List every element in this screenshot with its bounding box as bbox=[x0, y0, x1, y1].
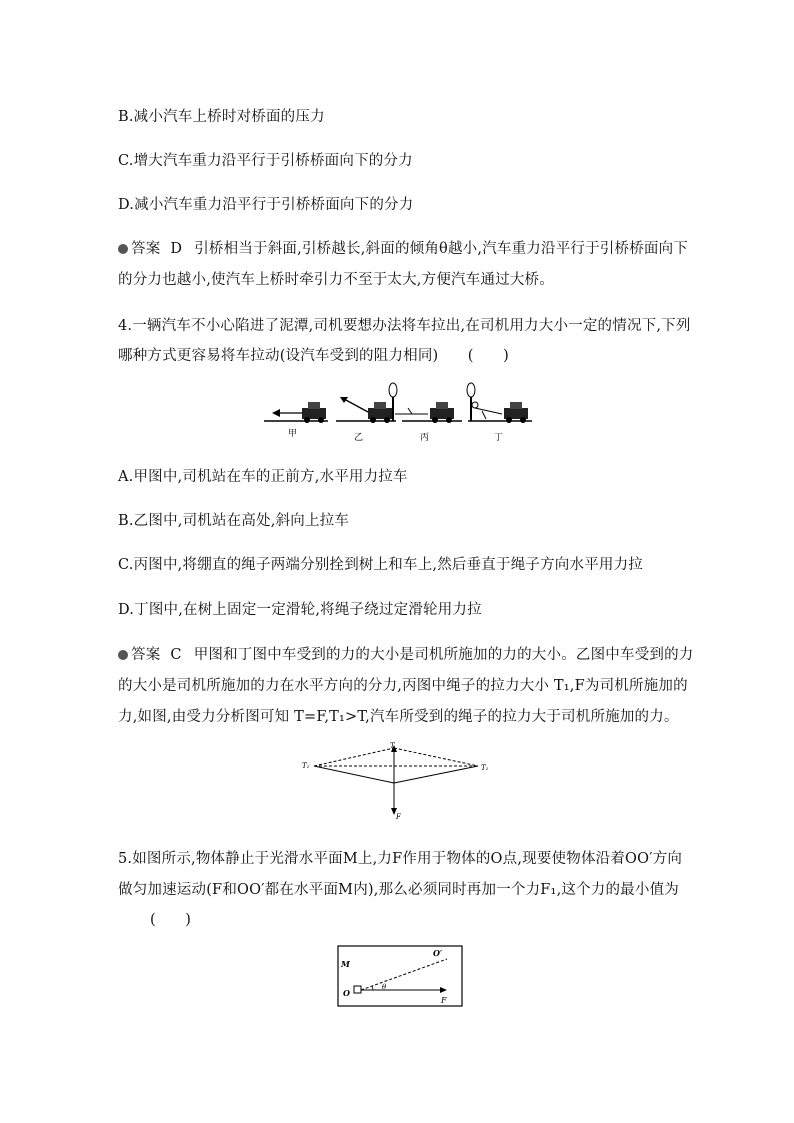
question4-line2: 哪种方式更容易将车拉动(设汽车受到的阻力相同) ( ) bbox=[118, 348, 509, 364]
option-d-q3: D.减小汽车重力沿平行于引桥桥面向下的分力 bbox=[118, 197, 414, 213]
answer-q3-line2: 的分力也越小,使汽车上桥时牵引力不至于太大,方便汽车通过大桥。 bbox=[118, 272, 554, 288]
label-t1-left: T₁ bbox=[302, 762, 310, 770]
label-ding: 丁 bbox=[494, 433, 504, 443]
car-jia bbox=[302, 402, 326, 423]
label-o: O bbox=[343, 988, 350, 998]
label-bing: 丙 bbox=[420, 433, 430, 443]
question4-line1: 4.一辆汽车不小心陷进了泥潭,司机要想办法将车拉出,在司机用力大小一定的情况下,下列 bbox=[118, 318, 691, 334]
arrow-yi bbox=[344, 399, 368, 412]
answer-marker-icon bbox=[118, 244, 128, 254]
option-c-q4: C.丙图中,将绷直的绳子两端分别拴到树上和车上,然后垂直于绳子方向水平用力拉 bbox=[118, 557, 644, 573]
question5-line2: 做匀加速运动(F和OO′都在水平面M内),那么必须同时再加一个力F₁,这个力的最小值为 bbox=[118, 882, 679, 898]
label-yi: 乙 bbox=[354, 433, 364, 443]
rope-ding bbox=[475, 408, 502, 414]
towing-figure bbox=[262, 378, 534, 444]
label-t1-right: T₁ bbox=[481, 764, 489, 772]
option-b-q3: B.减小汽车上桥时对桥面的压力 bbox=[118, 109, 325, 125]
answer-q4-line1 bbox=[118, 643, 694, 664]
answer-letter: D bbox=[170, 241, 183, 257]
label-o-prime: O′ bbox=[433, 948, 443, 958]
label-jia: 甲 bbox=[288, 429, 298, 439]
answer-q4-line3: 力,如图,由受力分析图可知 T=F,T₁>T,汽车所受到的绳子的拉力大于司机所施加的力。 bbox=[118, 709, 679, 725]
answer-tag: 答案 bbox=[118, 237, 160, 258]
option-c-q3: C.增大汽车重力沿平行于引桥桥面向下的分力 bbox=[118, 153, 413, 169]
option-d-q4: D.丁图中,在树上固定一定滑轮,将绳子绕过定滑轮用力拉 bbox=[118, 602, 482, 618]
plane-figure bbox=[337, 945, 463, 1007]
label-f: F bbox=[396, 813, 401, 821]
option-a-q4: A.甲图中,司机站在车的正前方,水平用力拉车 bbox=[118, 469, 408, 485]
label-theta: θ bbox=[382, 983, 387, 991]
label-t: T bbox=[390, 742, 395, 750]
label-f: F bbox=[441, 996, 447, 1005]
option-b-q4: B.乙图中,司机站在高处,斜向上拉车 bbox=[118, 513, 350, 529]
answer-text: 甲图和丁图中车受到的力的大小是司机所施加的力的大小。乙图中车受到的力 bbox=[193, 647, 694, 663]
car-yi bbox=[368, 402, 392, 423]
answer-q3-line1 bbox=[118, 237, 688, 258]
answer-q4-line2: 的大小是司机所施加的力在水平方向的分力,丙图中绳子的拉力大小 T₁,F为司机所施加的 bbox=[118, 678, 688, 694]
question5-line1: 5.如图所示,物体静止于光滑水平面M上,力F作用于物体的O点,现要使物体沿着OO′方向 bbox=[118, 851, 683, 867]
tree-ding bbox=[467, 383, 478, 421]
answer-tag: 答案 bbox=[118, 643, 160, 664]
label-m: M bbox=[341, 959, 350, 969]
car-ding bbox=[504, 402, 528, 423]
answer-marker-icon bbox=[118, 650, 128, 660]
force-diagram bbox=[300, 742, 496, 822]
car-bing bbox=[430, 402, 454, 423]
answer-text: 引桥相当于斜面,引桥越长,斜面的倾角θ越小,汽车重力沿平行于引桥桥面向下 bbox=[194, 241, 688, 257]
answer-letter: C bbox=[170, 647, 182, 663]
question5-line3: ( ) bbox=[150, 912, 192, 928]
